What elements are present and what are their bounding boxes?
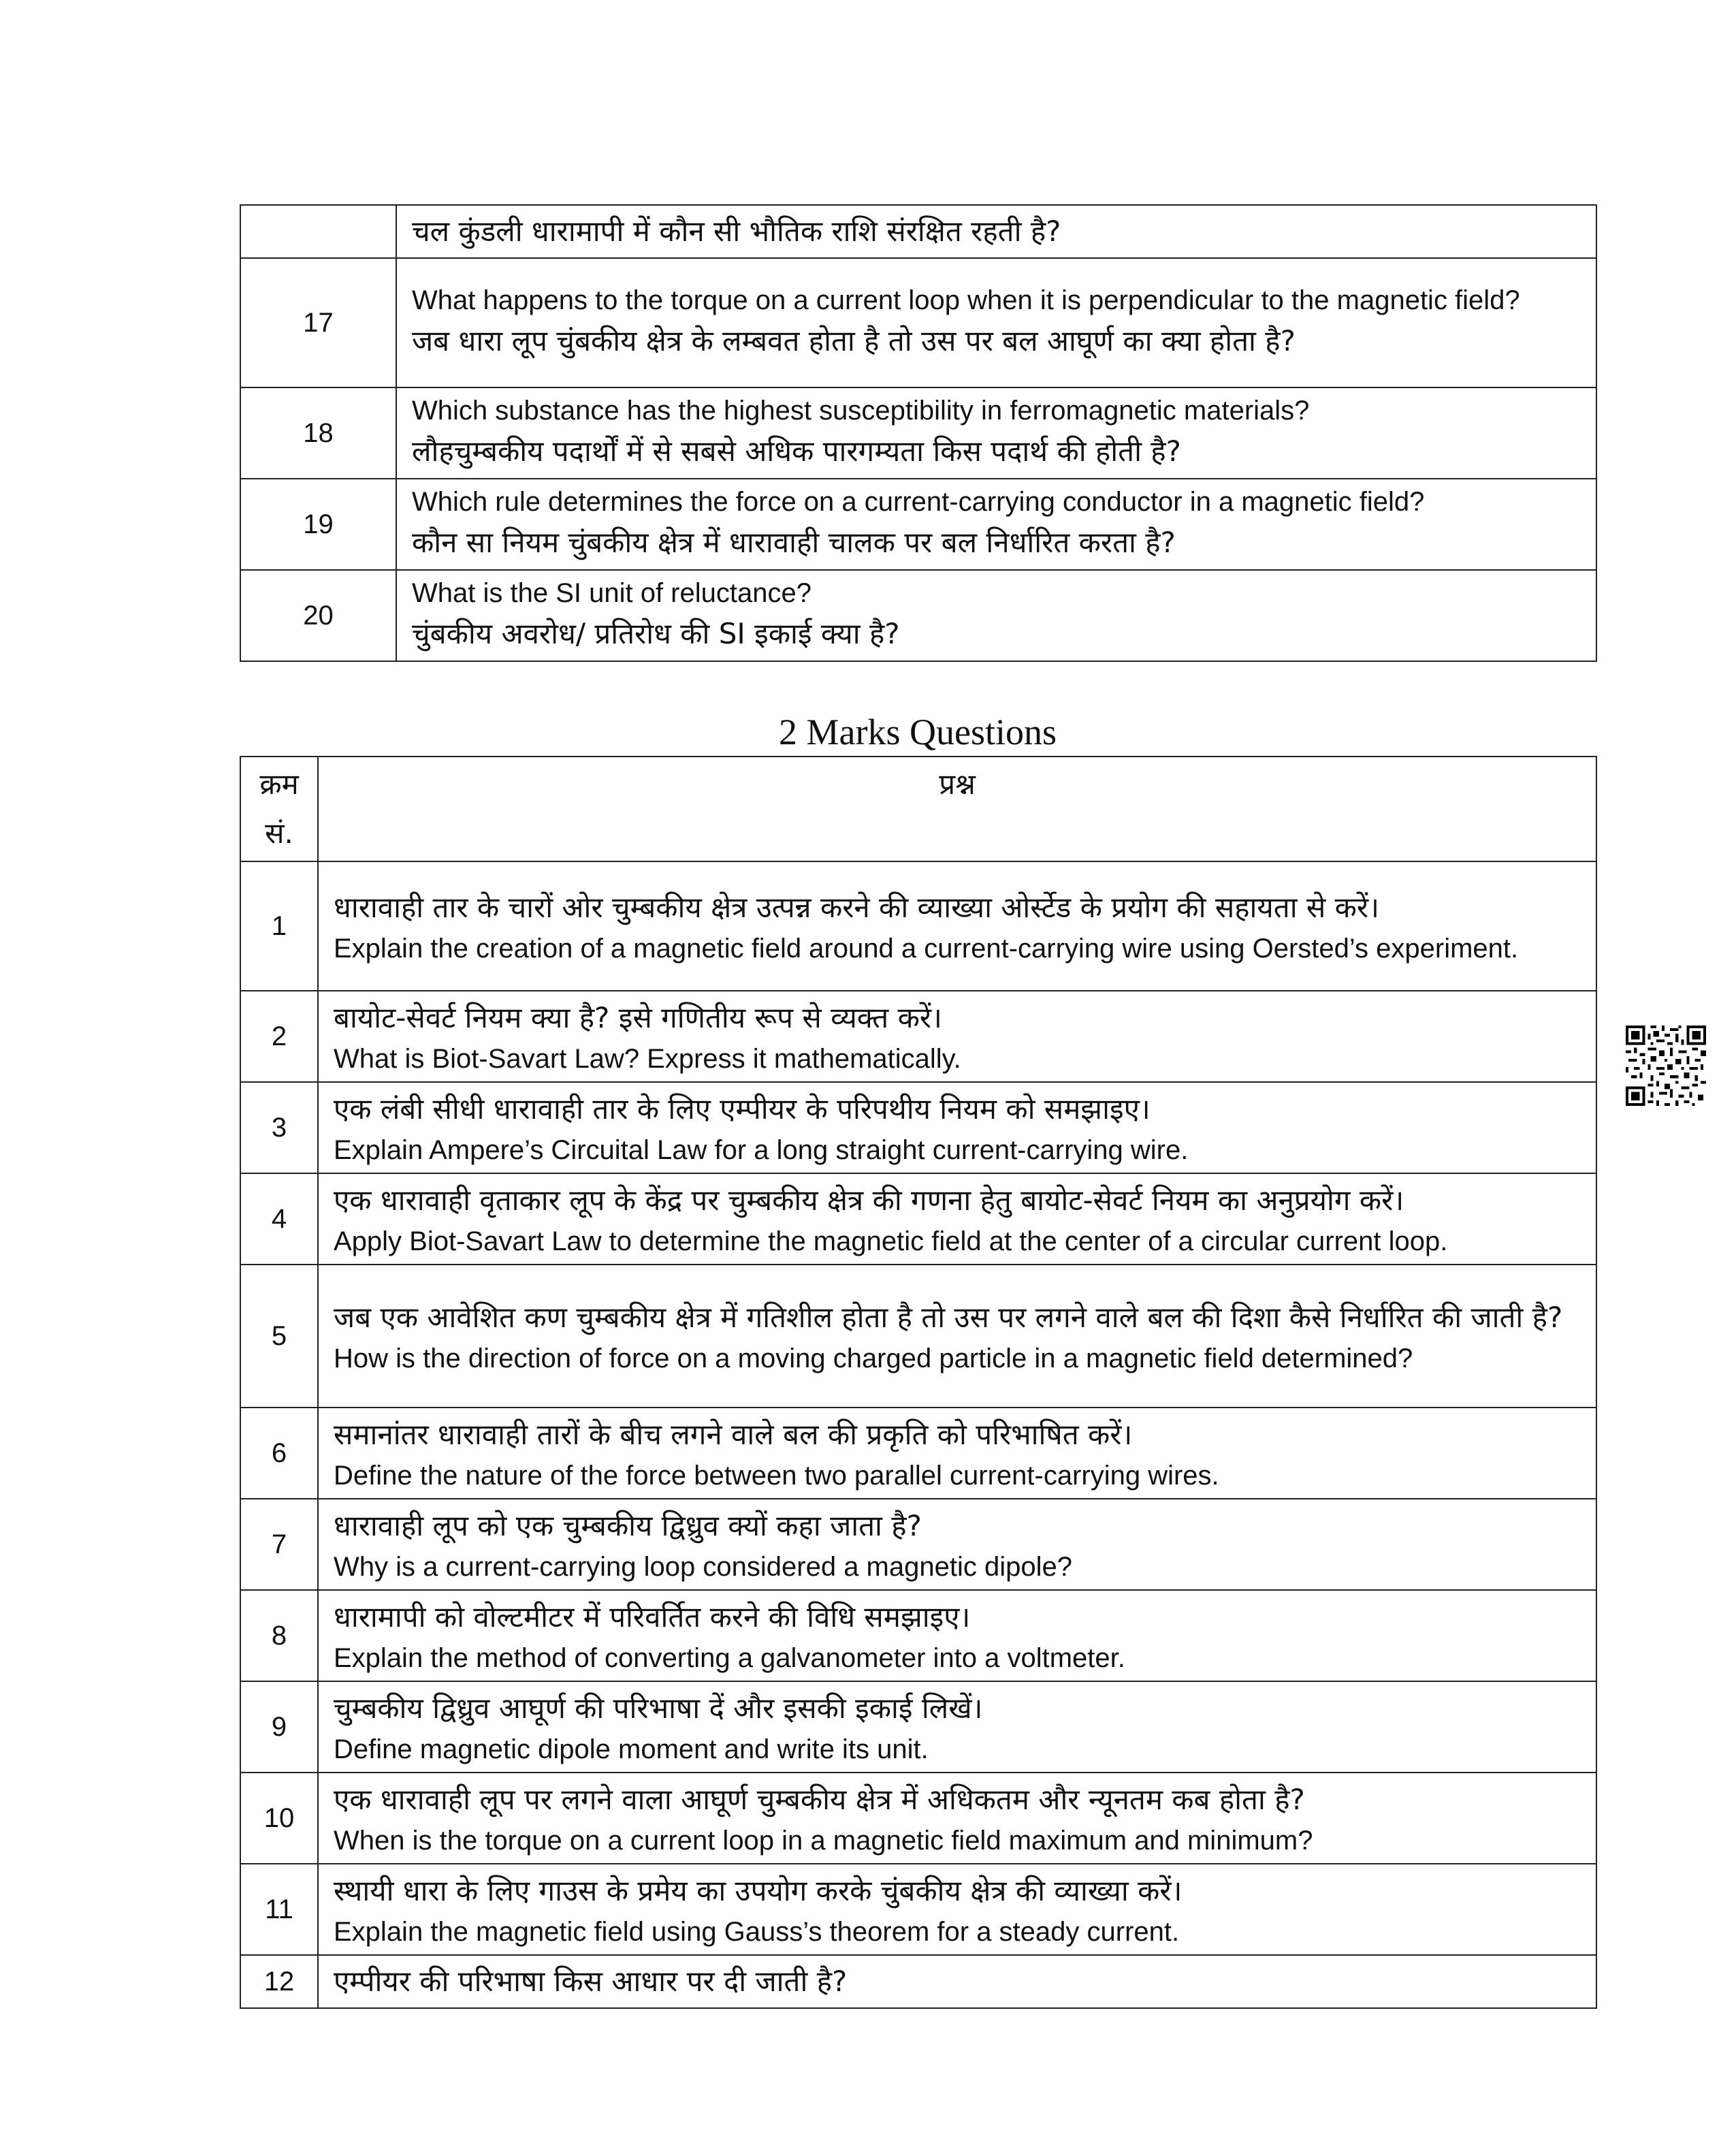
question-cell [318, 1955, 1596, 2008]
question-english: Explain the magnetic field using Gauss’s theorem for a steady current. [334, 1917, 1180, 1947]
question-number: 8 [240, 1590, 318, 1681]
question-english: Explain the creation of a magnetic field around a current-carrying wire using Oersted’s experiment. [334, 934, 1519, 964]
table-row [240, 258, 1596, 387]
question-number: 10 [240, 1773, 318, 1864]
question-cell [318, 1265, 1596, 1408]
question-number: 20 [240, 570, 396, 661]
question-number: 6 [240, 1408, 318, 1499]
question-english: Explain the method of converting a galvanometer into a voltmeter. [334, 1643, 1125, 1673]
question-number: 11 [240, 1864, 318, 1955]
question-english: When is the torque on a current loop in a magnetic field maximum and minimum? [334, 1826, 1313, 1856]
serial-header-line1: क्रम [259, 767, 299, 801]
table-row [240, 1590, 1596, 1681]
table-row [240, 1265, 1596, 1408]
question-hindi: एक धारावाही लूप पर लगने वाला आघूर्ण चुम्बकीय क्षेत्र में अधिकतम और न्यूनतम कब होता है? [334, 1783, 1305, 1816]
table-row [240, 861, 1596, 991]
table-row [240, 1864, 1596, 1955]
one-mark-questions-table [240, 204, 1597, 662]
question-cell [396, 205, 1596, 258]
question-hindi: स्थायी धारा के लिए गाउस के प्रमेय का उपयोग करके चुंबकीय क्षेत्र की व्याख्या करें। [334, 1874, 1183, 1907]
question-number: 2 [240, 991, 318, 1082]
table-row [240, 1082, 1596, 1173]
question-english: What happens to the torque on a current loop when it is perpendicular to the magnetic field? [412, 285, 1520, 315]
serial-header-line2: सं. [265, 816, 293, 850]
question-cell [396, 258, 1596, 387]
question-english: Which rule determines the force on a current-carrying conductor in a magnetic field? [412, 487, 1425, 517]
question-english: What is the SI unit of reluctance? [412, 578, 811, 608]
question-header [318, 757, 1596, 861]
question-hindi: जब एक आवेशित कण चुम्बकीय क्षेत्र में गतिशील होता है तो उस पर लगने वाले बल की दिशा कैसे निर्धारित की जाती है? [334, 1301, 1563, 1334]
table-row [240, 570, 1596, 661]
question-english: Apply Biot-Savart Law to determine the magnetic field at the center of a circular current loop. [334, 1226, 1448, 1256]
question-cell [318, 1408, 1596, 1499]
qr-code-icon [1626, 1026, 1706, 1106]
question-number: 5 [240, 1265, 318, 1408]
question-hindi: चुंबकीय अवरोध/ प्रतिरोध की SI इकाई क्या है? [412, 617, 900, 650]
question-number: 12 [240, 1955, 318, 2008]
table-row [240, 1681, 1596, 1773]
question-number: 1 [240, 861, 318, 991]
question-cell [318, 991, 1596, 1082]
two-mark-questions-table [240, 756, 1597, 2009]
question-cell [396, 479, 1596, 570]
question-hindi: धारामापी को वोल्टमीटर में परिवर्तित करने की विधि समझाइए। [334, 1600, 971, 1634]
question-english: Explain Ampere’s Circuital Law for a long straight current-carrying wire. [334, 1135, 1189, 1165]
question-cell [318, 1499, 1596, 1590]
table-row [240, 1955, 1596, 2008]
question-cell [396, 387, 1596, 479]
question-number: 18 [240, 387, 396, 479]
question-hindi: समानांतर धारावाही तारों के बीच लगने वाले बल की प्रकृति को परिभाषित करें। [334, 1418, 1133, 1451]
question-number: 9 [240, 1681, 318, 1773]
question-hindi: चल कुंडली धारामापी में कौन सी भौतिक राशि संरक्षित रहती है? [412, 214, 1061, 248]
table-row [240, 479, 1596, 570]
question-cell [318, 1864, 1596, 1955]
question-hindi: जब धारा लूप चुंबकीय क्षेत्र के लम्बवत होता है तो उस पर बल आघूर्ण का क्या होता है? [412, 324, 1296, 358]
question-hindi: धारावाही लूप को एक चुम्बकीय द्विध्रुव क्यों कहा जाता है? [334, 1509, 922, 1542]
question-cell [318, 1590, 1596, 1681]
question-number: 19 [240, 479, 396, 570]
question-hindi: एक धारावाही वृताकार लूप के केंद्र पर चुम्बकीय क्षेत्र की गणना हेतु बायोट-सेवर्ट नियम का अनुप्रयोग करें। [334, 1183, 1404, 1217]
table-row [240, 1773, 1596, 1864]
question-hindi: बायोट-सेवर्ट नियम क्या है? इसे गणितीय रूप से व्यक्त करें। [334, 1001, 942, 1034]
table-header-row [240, 757, 1596, 861]
question-english: Why is a current-carrying loop considered a magnetic dipole? [334, 1552, 1072, 1582]
question-number: 7 [240, 1499, 318, 1590]
question-number: 4 [240, 1173, 318, 1265]
table-row [240, 1499, 1596, 1590]
table-row [240, 1408, 1596, 1499]
serial-number-header [240, 757, 318, 861]
question-hindi: एक लंबी सीधी धारावाही तार के लिए एम्पीयर के परिपथीय नियम को समझाइए। [334, 1092, 1151, 1126]
question-cell [396, 570, 1596, 661]
table-row [240, 387, 1596, 479]
question-number: 3 [240, 1082, 318, 1173]
section-title: 2 Marks Questions [779, 712, 1057, 752]
table-row [240, 205, 1596, 258]
table-row [240, 1173, 1596, 1265]
question-hindi: कौन सा नियम चुंबकीय क्षेत्र में धारावाही चालक पर बल निर्धारित करता है? [412, 526, 1176, 559]
question-hindi: धारावाही तार के चारों ओर चुम्बकीय क्षेत्र उत्पन्न करने की व्याख्या ओर्स्टेड के प्रयोग की सहायता से करें। [334, 891, 1380, 924]
question-cell [318, 1173, 1596, 1265]
question-number: 17 [240, 258, 396, 387]
question-number [240, 205, 396, 258]
question-header-label: प्रश्न [939, 767, 976, 801]
question-english: Define the nature of the force between two parallel current-carrying wires. [334, 1461, 1219, 1491]
table-row [240, 991, 1596, 1082]
question-hindi: लौहचुम्बकीय पदार्थों में से सबसे अधिक पारगम्यता किस पदार्थ की होती है? [412, 434, 1181, 468]
question-english: What is Biot-Savart Law? Express it mathematically. [334, 1044, 961, 1074]
question-english: How is the direction of force on a moving charged particle in a magnetic field determined? [334, 1344, 1413, 1373]
question-hindi: चुम्बकीय द्विध्रुव आघूर्ण की परिभाषा दें और इसकी इकाई लिखें। [334, 1691, 983, 1725]
question-hindi: एम्पीयर की परिभाषा किस आधार पर दी जाती है? [334, 1965, 848, 1998]
question-cell [318, 861, 1596, 991]
question-english: Which substance has the highest susceptibility in ferromagnetic materials? [412, 396, 1310, 426]
question-english: Define magnetic dipole moment and write its unit. [334, 1734, 929, 1764]
question-cell [318, 1773, 1596, 1864]
question-cell [318, 1681, 1596, 1773]
question-cell [318, 1082, 1596, 1173]
